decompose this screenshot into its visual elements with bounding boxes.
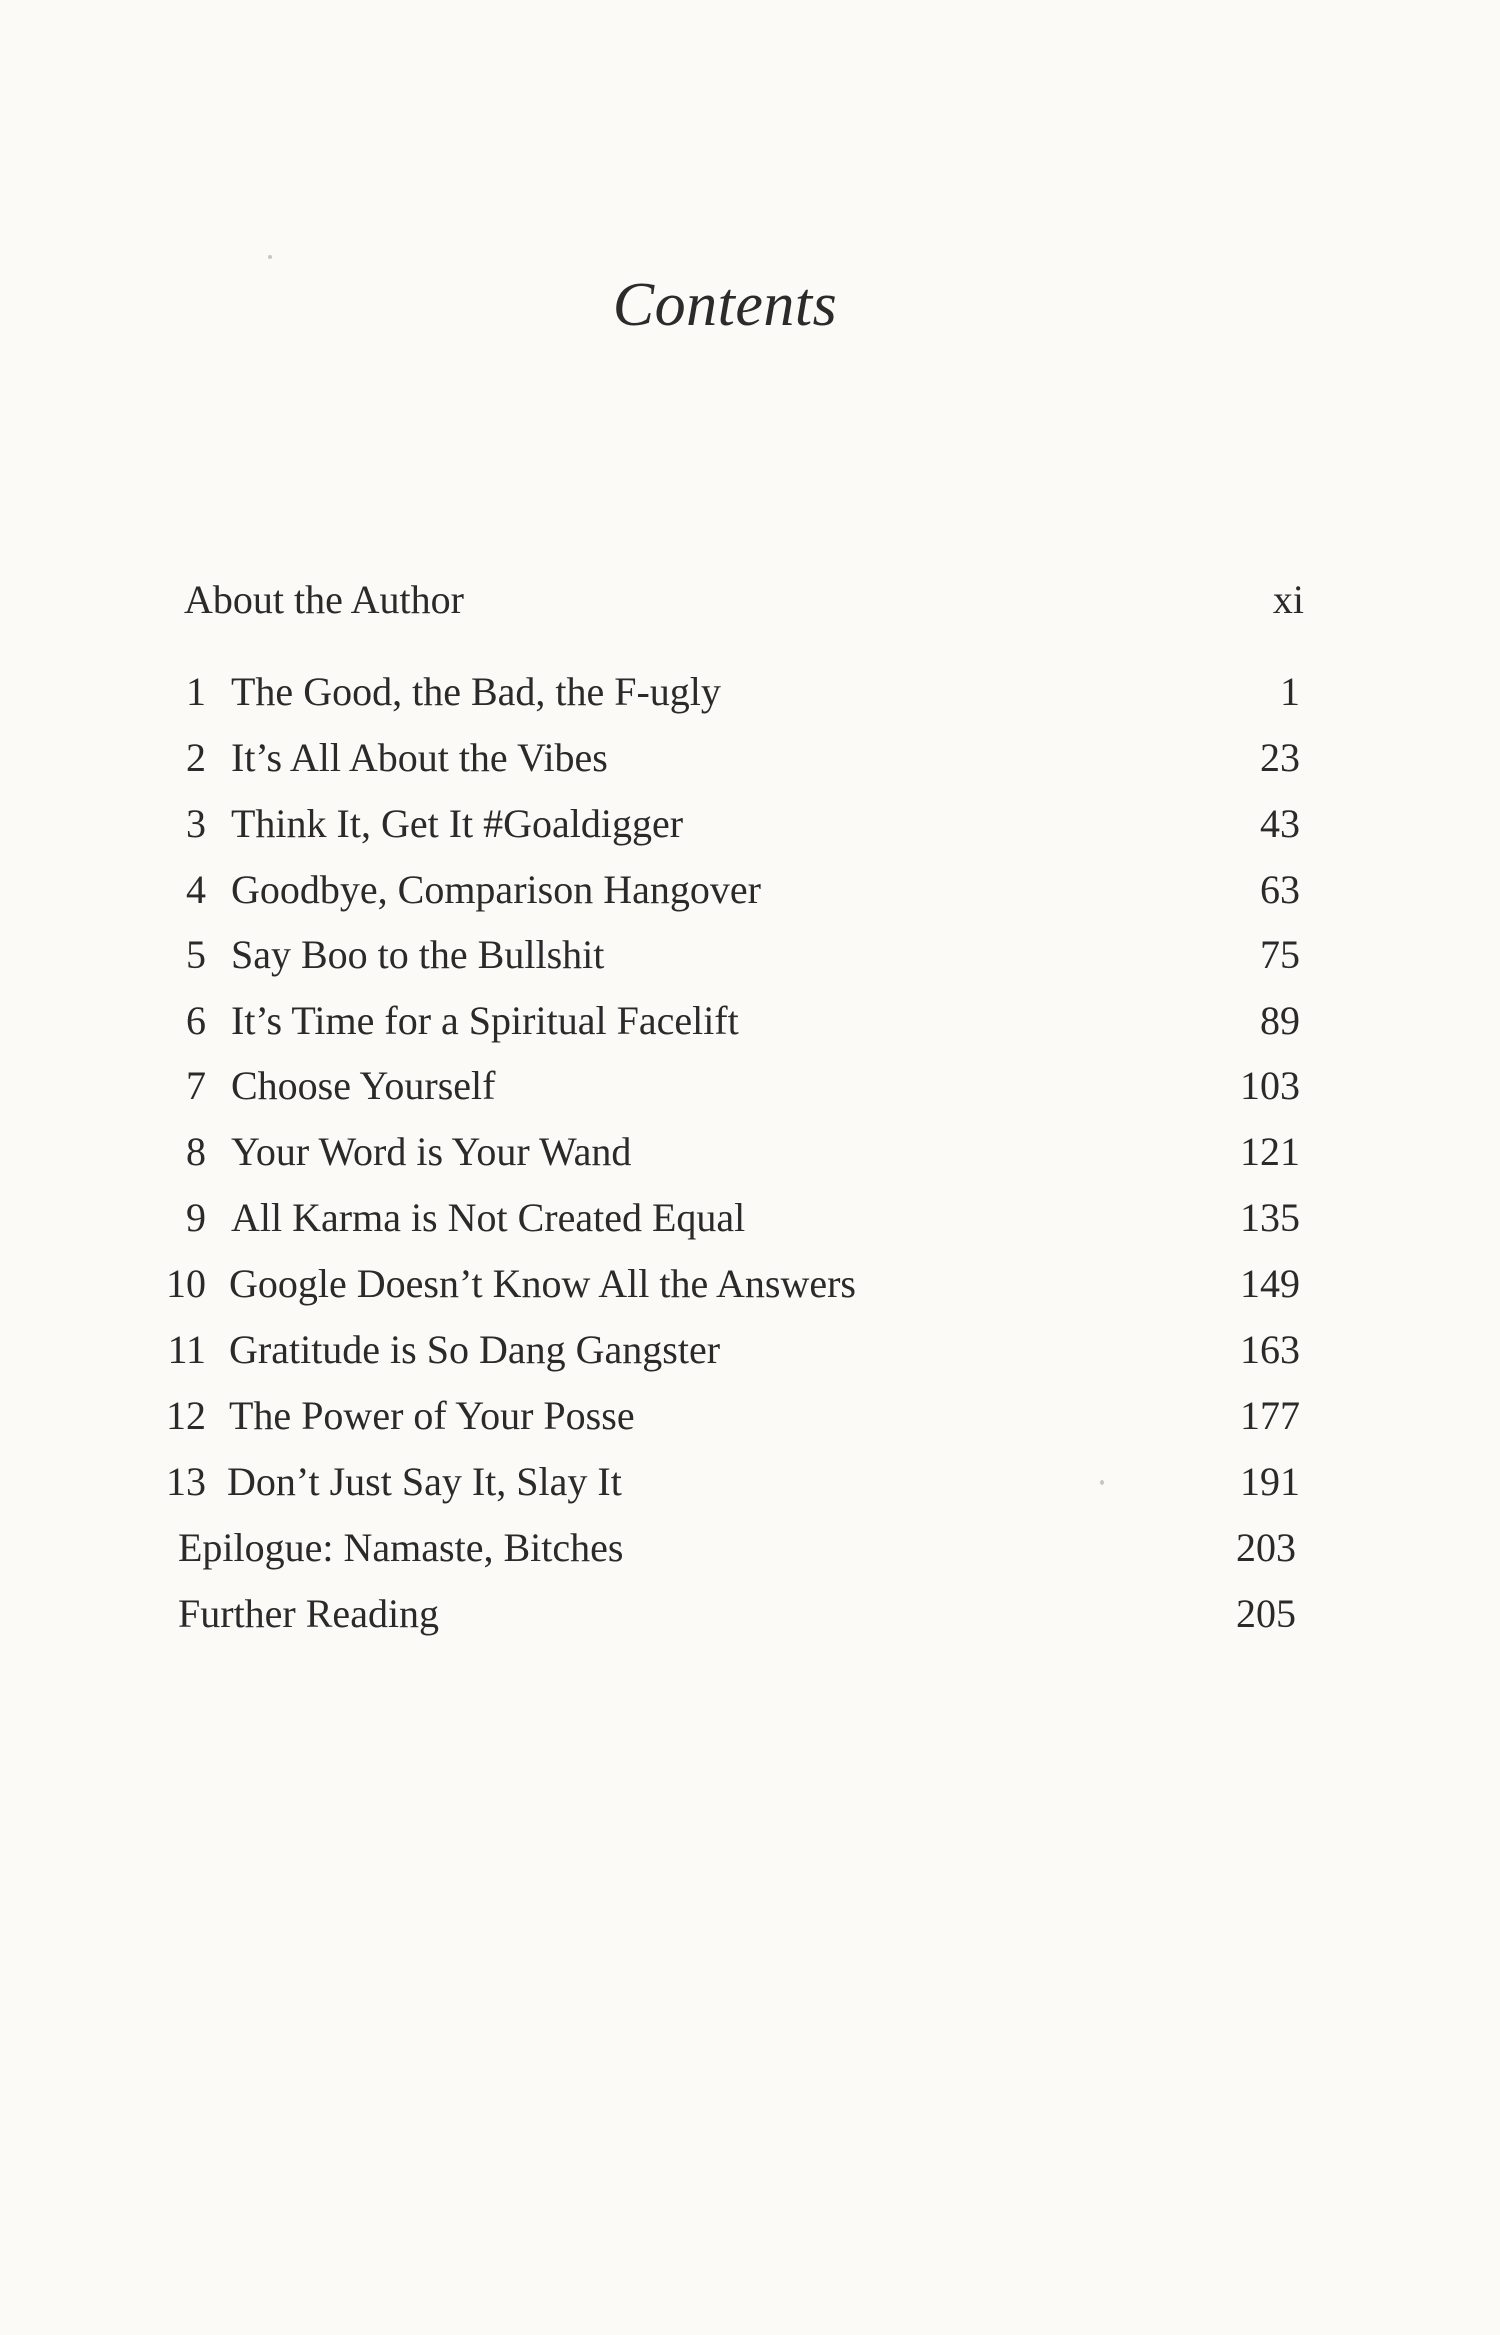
toc-entry-chapter bbox=[0, 1386, 1500, 1446]
toc-page-number: xi bbox=[1272, 577, 1304, 622]
toc-entry-chapter bbox=[0, 1320, 1500, 1380]
toc-page-number: 89 bbox=[1260, 998, 1300, 1043]
chapter-title: Think It, Get It #Goaldigger bbox=[231, 801, 684, 846]
toc-page-number: 135 bbox=[1240, 1195, 1300, 1240]
toc-page-number: 23 bbox=[1260, 735, 1300, 780]
chapter-title: Goodbye, Comparison Hangover bbox=[231, 867, 761, 912]
toc-entry-chapter bbox=[0, 1056, 1500, 1116]
chapter-number: 5 bbox=[186, 932, 206, 977]
toc-page-number: 191 bbox=[1240, 1459, 1300, 1504]
chapter-number: 11 bbox=[167, 1327, 206, 1372]
toc-entry-back bbox=[0, 1518, 1500, 1578]
toc-entry-label: About the Author bbox=[184, 577, 464, 622]
toc-entry-chapter bbox=[0, 794, 1500, 854]
chapter-number: 3 bbox=[186, 801, 206, 846]
chapter-title: Choose Yourself bbox=[231, 1063, 496, 1108]
toc-page-number: 177 bbox=[1240, 1393, 1300, 1438]
chapter-title: Say Boo to the Bullshit bbox=[231, 932, 605, 977]
page-title: Contents bbox=[612, 271, 838, 339]
chapter-number: 9 bbox=[186, 1195, 206, 1240]
toc-page-number: 75 bbox=[1260, 932, 1300, 977]
chapter-title: All Karma is Not Created Equal bbox=[231, 1195, 746, 1240]
toc-entry-chapter bbox=[0, 728, 1500, 788]
toc-entry-front bbox=[0, 570, 1500, 630]
chapter-number: 13 bbox=[166, 1459, 206, 1504]
toc-page-number: 121 bbox=[1240, 1129, 1300, 1174]
chapter-title: It’s Time for a Spiritual Facelift bbox=[231, 998, 739, 1043]
chapter-number: 10 bbox=[166, 1261, 206, 1306]
toc-entry-chapter bbox=[0, 1452, 1500, 1512]
chapter-title: Your Word is Your Wand bbox=[231, 1129, 632, 1174]
toc-entry-label: Further Reading bbox=[178, 1591, 440, 1636]
toc-entry-back bbox=[0, 1584, 1500, 1644]
chapter-number: 8 bbox=[186, 1129, 206, 1174]
toc-page-number: 163 bbox=[1240, 1327, 1300, 1372]
chapter-title: Gratitude is So Dang Gangster bbox=[229, 1327, 721, 1372]
toc-entry-chapter bbox=[0, 991, 1500, 1051]
toc-page-number: 149 bbox=[1240, 1261, 1300, 1306]
chapter-title: The Good, the Bad, the F-ugly bbox=[231, 669, 721, 714]
toc-entry-chapter bbox=[0, 1254, 1500, 1314]
toc-entry-chapter bbox=[0, 1122, 1500, 1182]
toc-page-number: 63 bbox=[1260, 867, 1300, 912]
toc-page-number: 103 bbox=[1240, 1063, 1300, 1108]
chapter-title: Google Doesn’t Know All the Answers bbox=[229, 1261, 856, 1306]
toc-page-number: 1 bbox=[1280, 669, 1300, 714]
toc-entry-label: Epilogue: Namaste, Bitches bbox=[178, 1525, 624, 1570]
toc-entry-chapter bbox=[0, 860, 1500, 920]
chapter-number: 7 bbox=[186, 1063, 206, 1108]
toc-entry-chapter bbox=[0, 1188, 1500, 1248]
chapter-number: 12 bbox=[166, 1393, 206, 1438]
chapter-title: Don’t Just Say It, Slay It bbox=[227, 1459, 622, 1504]
toc-entry-chapter bbox=[0, 925, 1500, 985]
chapter-title: The Power of Your Posse bbox=[229, 1393, 635, 1438]
chapter-number: 1 bbox=[186, 669, 206, 714]
chapter-number: 2 bbox=[186, 735, 206, 780]
chapter-number: 6 bbox=[186, 998, 206, 1043]
chapter-number: 4 bbox=[186, 867, 206, 912]
toc-page-number: 43 bbox=[1260, 801, 1300, 846]
chapter-title: It’s All About the Vibes bbox=[231, 735, 608, 780]
toc-entry-chapter bbox=[0, 662, 1500, 722]
toc-page-number: 205 bbox=[1236, 1591, 1296, 1636]
paper-speck bbox=[268, 255, 272, 259]
toc-page-number: 203 bbox=[1236, 1525, 1296, 1570]
